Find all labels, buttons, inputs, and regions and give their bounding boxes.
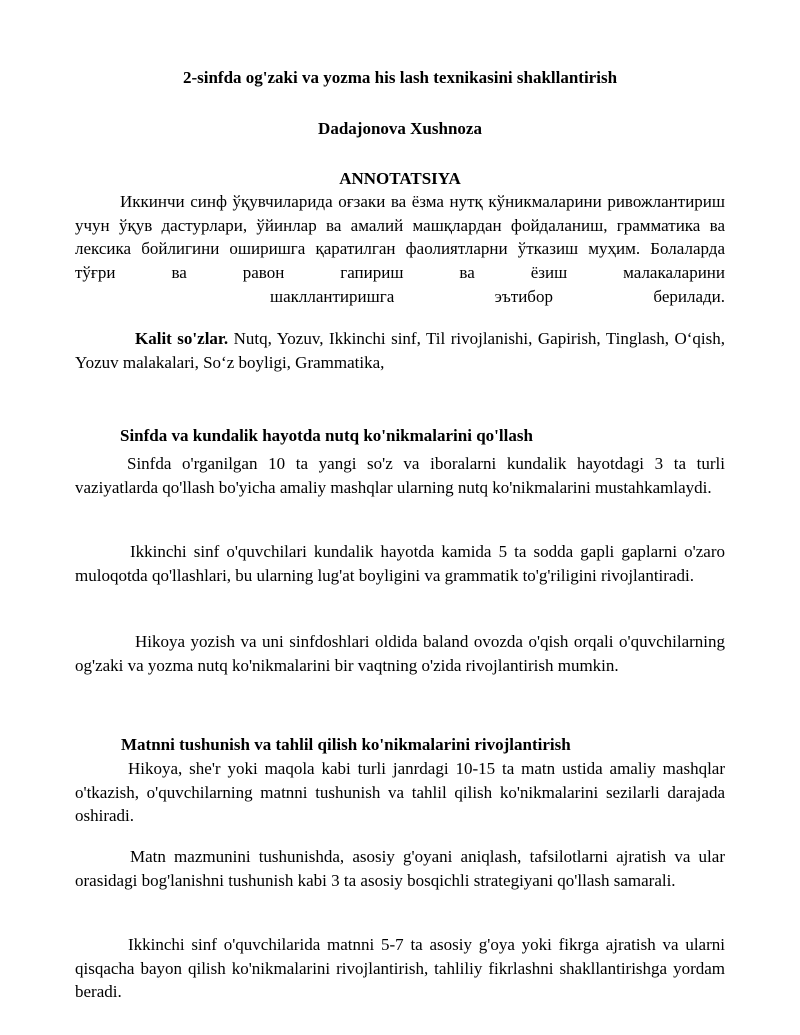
document-title: 2-sinfda og'zaki va yozma his lash texnikasini shakllantirish [182, 68, 618, 87]
annotation-text: Иккинчи синф ўқувчиларида оғзаки ва ёзма нутқ кўникмаларини ривожлантириш учун ўқув дастурлари, ўйинлар ва амалий машқлардан фойдаланиш, грамматика ва лексика бойлигини оширишга қаратилган фаолиятларни ўтказиш муҳим. Болаларда тўғри ва равон гапириш ва ёзиш малакаларини [75, 192, 725, 282]
section-2-paragraph-3: Ikkinchi sinf o'quvchilarida matnni 5-7 ta asosiy g'oya yoki fikrga ajratish va ularni qisqacha bayon qilish ko'nikmalarini rivojlantirish, tahliliy fikrlashni shakllantirishga yordam beradi. [75, 935, 725, 1002]
section-2-paragraph-2: Matn mazmunini tushunishda, asosiy g'oyani aniqlash, tafsilotlarni ajratish va ular orasidagi bog'lanishni tushunish kabi 3 ta asosiy bosqichli strategiyani qo'llash samarali. [75, 847, 725, 890]
section-heading: Sinfda va kundalik hayotda nutq ko'nikmalarini qo'llash [120, 426, 533, 445]
section-1-paragraph-2: Ikkinchi sinf o'quvchilari kundalik hayotda kamida 5 ta sodda gapli gaplarni o'zaro muloqotda qo'llashlari, bu ularning lug'at boyligini va grammatik to'g'riligini rivojlantiradi. [75, 542, 725, 585]
section-2-paragraph-1: Hikoya, she'r yoki maqola kabi turli janrdagi 10-15 ta matn ustida amaliy mashqlar o'tkazish, o'quvchilarning matnni tushunish va tahlil qilish ko'nikmalarini sezilarli darajada oshiradi. [75, 759, 725, 826]
keywords-text: Nutq, Yozuv, Ikkinchi sinf, Til rivojlanishi, Gapirish, Tinglash, O‘qish, Yozuv malakalari, So‘z boyligi, Grammatika, [75, 329, 725, 372]
author-name: Dadajonova Xushnoza [318, 119, 482, 138]
annotation-heading: ANNOTATSIYA [339, 169, 461, 188]
annotation-paragraph [75, 190, 725, 284]
keywords-label: Kalit so'zlar. [135, 329, 229, 348]
keywords-paragraph [75, 327, 725, 374]
section-1-paragraph-3: Hikoya yozish va uni sinfdoshlari oldida baland ovozda o'qish orqali o'quvchilarning og'zaki va yozma nutq ko'nikmalarini bir vaqtning o'zida rivojlantirish mumkin. [75, 632, 725, 675]
annotation-last-line: шакллантиришга эътибор берилади. [270, 287, 725, 307]
section-heading: Matnni tushunish va tahlil qilish ko'nikmalarini rivojlantirish [121, 735, 571, 754]
section-1-paragraph-1: Sinfda o'rganilgan 10 ta yangi so'z va iboralarni kundalik hayotdagi 3 ta turli vaziyatlarda qo'llash bo'yicha amaliy mashqlar ularning nutq ko'nikmalarini mustahkamlaydi. [75, 454, 725, 497]
